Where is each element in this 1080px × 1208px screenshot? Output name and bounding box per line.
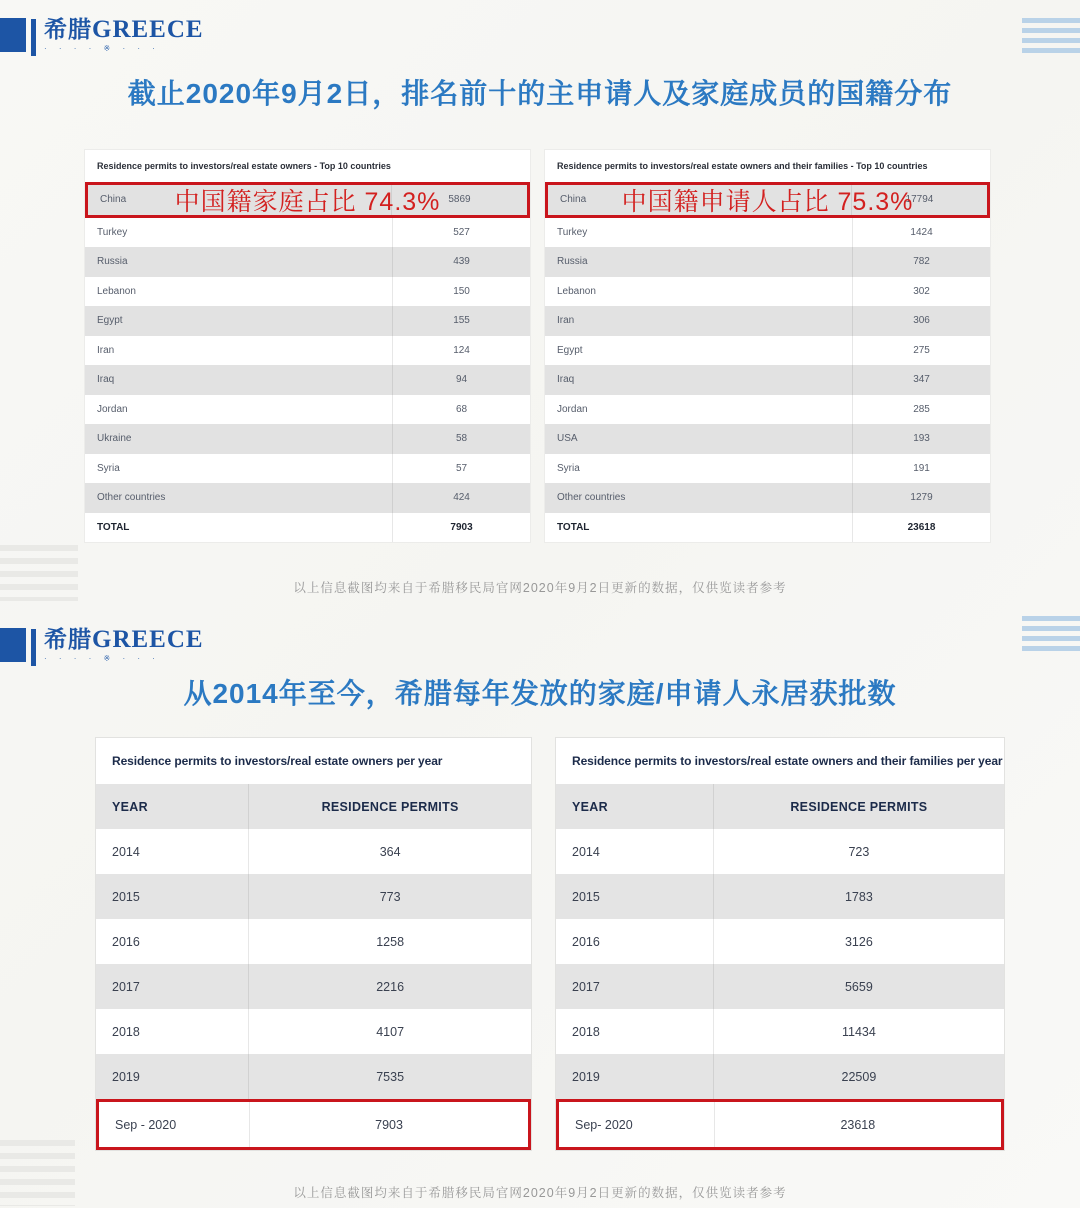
country-name: Egypt bbox=[97, 315, 123, 327]
permits-value: 22509 bbox=[713, 1054, 1004, 1099]
year-value: 2015 bbox=[572, 889, 600, 904]
table-body bbox=[545, 182, 990, 542]
logo-bar-icon bbox=[31, 19, 36, 56]
brand-tagline-dots: · · · · ※ · · · bbox=[44, 44, 160, 53]
permits-value: 1783 bbox=[713, 874, 1004, 919]
total-label: TOTAL bbox=[557, 521, 590, 533]
year-row bbox=[556, 964, 1004, 1009]
section-title-nationality: 截止2020年9月2日，排名前十的主申请人及家庭成员的国籍分布 bbox=[127, 78, 953, 109]
year-row bbox=[96, 829, 531, 874]
country-name: USA bbox=[557, 433, 578, 445]
permits-column-header: RESIDENCE PERMITS bbox=[248, 784, 531, 829]
country-name: Iraq bbox=[97, 374, 115, 386]
table-card-investors-top10 bbox=[85, 150, 530, 542]
permit-count: 285 bbox=[852, 395, 990, 425]
permits-value: 23618 bbox=[714, 1102, 1001, 1147]
country-name: Iran bbox=[557, 315, 575, 327]
table-card-family-permits-per-year bbox=[555, 737, 1005, 1151]
country-name: China bbox=[560, 194, 587, 206]
source-note: 以上信息截图均来自于希腊移民局官网2020年9月2日更新的数据，仅供览读者参考 bbox=[293, 581, 787, 595]
permit-count: 191 bbox=[852, 454, 990, 484]
year-row bbox=[96, 1054, 531, 1099]
country-name: Russia bbox=[97, 256, 128, 268]
brand-name-en: GREECE bbox=[92, 626, 204, 653]
table-header-row bbox=[96, 784, 531, 829]
permits-value: 773 bbox=[248, 874, 531, 919]
brand-name bbox=[44, 17, 204, 53]
permit-count: 527 bbox=[392, 218, 530, 248]
year-value: 2016 bbox=[572, 934, 600, 949]
table-body bbox=[96, 784, 531, 1150]
country-name: Egypt bbox=[557, 344, 583, 356]
permit-count: 1424 bbox=[852, 218, 990, 248]
country-row bbox=[545, 336, 990, 366]
table-card-families-top10 bbox=[545, 150, 990, 542]
country-name: Jordan bbox=[97, 403, 128, 415]
total-count: 23618 bbox=[852, 513, 990, 543]
country-row bbox=[85, 395, 530, 425]
country-row bbox=[545, 483, 990, 513]
year-column-header: YEAR bbox=[572, 799, 608, 814]
year-row bbox=[556, 1054, 1004, 1099]
permit-count: 155 bbox=[392, 306, 530, 336]
permit-count: 150 bbox=[392, 277, 530, 307]
year-row bbox=[96, 874, 531, 919]
permit-count: 94 bbox=[392, 365, 530, 395]
permit-count: 124 bbox=[392, 336, 530, 366]
country-name: China bbox=[100, 194, 127, 206]
permits-value: 4107 bbox=[248, 1009, 531, 1054]
permit-count: 439 bbox=[392, 247, 530, 277]
permit-count: 306 bbox=[852, 306, 990, 336]
logo-square-icon bbox=[0, 628, 26, 662]
country-row bbox=[545, 277, 990, 307]
country-row-highlighted bbox=[85, 182, 530, 218]
country-name: Turkey bbox=[97, 226, 128, 238]
country-name: Jordan bbox=[557, 403, 588, 415]
country-name: Other countries bbox=[97, 492, 166, 504]
year-value: 2014 bbox=[112, 844, 140, 859]
permits-column-header: RESIDENCE PERMITS bbox=[713, 784, 1004, 829]
section-title-per-year: 从2014年至今，希腊每年发放的家庭/申请人永居获批数 bbox=[183, 678, 897, 709]
brand-name bbox=[44, 627, 204, 663]
permits-value: 364 bbox=[248, 829, 531, 874]
table-card-permits-per-year bbox=[95, 737, 532, 1151]
country-row bbox=[545, 247, 990, 277]
permit-count: 193 bbox=[852, 424, 990, 454]
year-row-highlighted bbox=[556, 1099, 1004, 1150]
country-name: Russia bbox=[557, 256, 588, 268]
country-row bbox=[545, 365, 990, 395]
country-name: Lebanon bbox=[557, 285, 596, 297]
year-value: 2014 bbox=[572, 844, 600, 859]
permit-count: 424 bbox=[392, 483, 530, 513]
year-value: 2018 bbox=[112, 1024, 140, 1039]
highlight-annotation: 中国籍申请人占比 75.3% bbox=[621, 187, 914, 216]
permits-value: 11434 bbox=[713, 1009, 1004, 1054]
year-row bbox=[96, 964, 531, 1009]
country-name: Turkey bbox=[557, 226, 588, 238]
year-row bbox=[96, 1009, 531, 1054]
year-value: 2016 bbox=[112, 934, 140, 949]
year-column-header: YEAR bbox=[112, 799, 148, 814]
country-row bbox=[85, 277, 530, 307]
year-row bbox=[556, 874, 1004, 919]
table-caption: Residence permits to investors/real estate owners and their families per year bbox=[572, 754, 1003, 768]
country-row bbox=[85, 424, 530, 454]
year-value: 2019 bbox=[572, 1069, 600, 1084]
permits-value: 7903 bbox=[249, 1102, 528, 1147]
country-row bbox=[85, 454, 530, 484]
permits-value: 5659 bbox=[713, 964, 1004, 1009]
table-caption: Residence permits to investors/real estate owners - Top 10 countries bbox=[97, 161, 391, 171]
year-row-highlighted bbox=[96, 1099, 531, 1150]
year-row bbox=[556, 919, 1004, 964]
brand-logo bbox=[0, 618, 260, 670]
table-caption: Residence permits to investors/real estate owners per year bbox=[112, 754, 443, 768]
permit-count: 17794 bbox=[851, 185, 987, 215]
country-row bbox=[85, 247, 530, 277]
permits-value: 3126 bbox=[713, 919, 1004, 964]
country-name: Lebanon bbox=[97, 285, 136, 297]
country-row bbox=[85, 218, 530, 248]
country-name: Iran bbox=[97, 344, 115, 356]
permit-count: 1279 bbox=[852, 483, 990, 513]
country-row bbox=[85, 306, 530, 336]
table-body bbox=[85, 182, 530, 542]
year-value: 2019 bbox=[112, 1069, 140, 1084]
brand-tagline-dots: · · · · ※ · · · bbox=[44, 654, 160, 663]
brand-name-cn: 希腊 bbox=[44, 626, 92, 652]
country-row-highlighted bbox=[545, 182, 990, 218]
year-value: 2017 bbox=[572, 979, 600, 994]
slide-permits-per-year bbox=[0, 610, 1080, 1208]
country-name: Syria bbox=[97, 462, 120, 474]
country-name: Iraq bbox=[557, 374, 575, 386]
country-row bbox=[85, 483, 530, 513]
permit-count: 5869 bbox=[391, 185, 527, 215]
source-note: 以上信息截图均来自于希腊移民局官网2020年9月2日更新的数据，仅供览读者参考 bbox=[293, 1186, 787, 1200]
table-header-row bbox=[556, 784, 1004, 829]
country-name: Other countries bbox=[557, 492, 626, 504]
table-body bbox=[556, 784, 1004, 1150]
year-value: 2018 bbox=[572, 1024, 600, 1039]
country-name: Ukraine bbox=[97, 433, 132, 445]
year-value: Sep- 2020 bbox=[575, 1117, 633, 1132]
highlight-annotation: 中国籍家庭占比 74.3% bbox=[174, 187, 441, 216]
year-row bbox=[556, 829, 1004, 874]
country-row bbox=[545, 395, 990, 425]
permit-count: 68 bbox=[392, 395, 530, 425]
decor-stripes-top-right bbox=[1022, 18, 1080, 58]
permits-value: 1258 bbox=[248, 919, 531, 964]
permit-count: 57 bbox=[392, 454, 530, 484]
year-value: 2017 bbox=[112, 979, 140, 994]
total-row bbox=[85, 513, 530, 543]
country-row bbox=[545, 424, 990, 454]
year-value: Sep - 2020 bbox=[115, 1117, 177, 1132]
country-row bbox=[85, 365, 530, 395]
logo-square-icon bbox=[0, 18, 26, 52]
permits-value: 2216 bbox=[248, 964, 531, 1009]
permit-count: 58 bbox=[392, 424, 530, 454]
brand-name-cn: 希腊 bbox=[44, 16, 92, 42]
logo-bar-icon bbox=[31, 629, 36, 666]
country-row bbox=[545, 454, 990, 484]
total-count: 7903 bbox=[392, 513, 530, 543]
year-row bbox=[96, 919, 531, 964]
permit-count: 782 bbox=[852, 247, 990, 277]
permits-value: 723 bbox=[713, 829, 1004, 874]
total-label: TOTAL bbox=[97, 521, 130, 533]
decor-stripes-top-right bbox=[1022, 616, 1080, 656]
permits-value: 7535 bbox=[248, 1054, 531, 1099]
permit-count: 347 bbox=[852, 365, 990, 395]
permit-count: 302 bbox=[852, 277, 990, 307]
year-row bbox=[556, 1009, 1004, 1054]
total-row bbox=[545, 513, 990, 543]
permit-count: 275 bbox=[852, 336, 990, 366]
country-row bbox=[545, 218, 990, 248]
country-name: Syria bbox=[557, 462, 580, 474]
year-value: 2015 bbox=[112, 889, 140, 904]
table-caption: Residence permits to investors/real estate owners and their families - Top 10 countries bbox=[557, 161, 928, 171]
brand-logo bbox=[0, 8, 260, 60]
country-row bbox=[545, 306, 990, 336]
brand-name-en: GREECE bbox=[92, 16, 204, 43]
country-row bbox=[85, 336, 530, 366]
